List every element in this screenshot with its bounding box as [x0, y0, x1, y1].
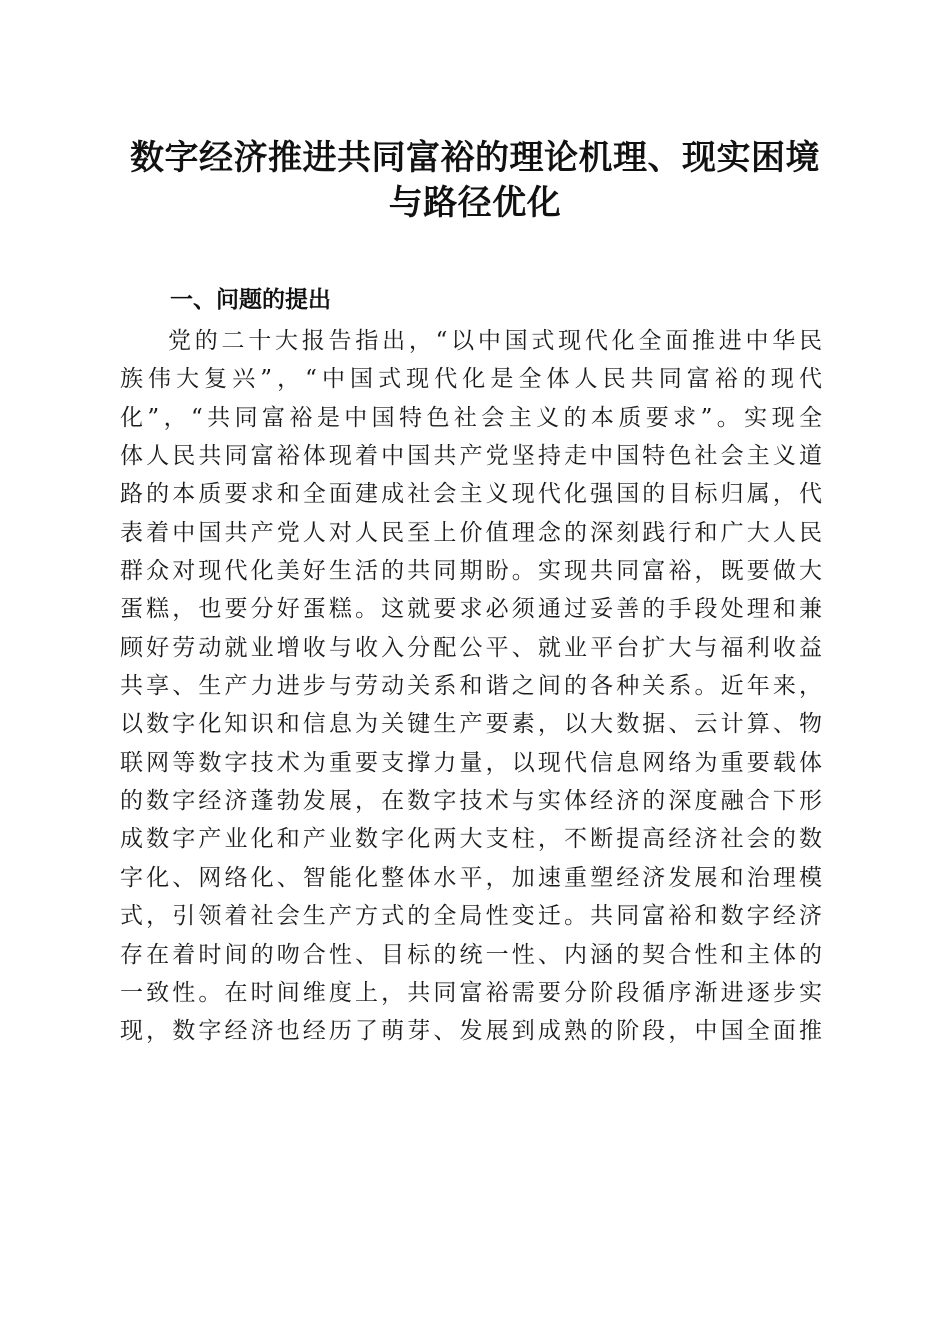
- document-title-line-1: 数字经济推进共同富裕的理论机理、现实困境: [130, 138, 820, 178]
- document-title-line-2: 与路径优化: [388, 183, 562, 223]
- paragraph-line: 族伟大复兴”，“中国式现代化是全体人民共同富裕的现代: [120, 366, 822, 393]
- section-heading: 一、问题的提出: [170, 287, 331, 313]
- paragraph-line: 一致性。在时间维度上，共同富裕需要分阶段循序渐进逐步实: [120, 979, 822, 1006]
- paragraph-line: 的数字经济蓬勃发展，在数字技术与实体经济的深度融合下形: [120, 788, 822, 815]
- paragraph-line: 字化、网络化、智能化整体水平，加速重塑经济发展和治理模: [120, 864, 822, 891]
- paragraph-line: 蛋糕，也要分好蛋糕。这就要求必须通过妥善的手段处理和兼: [120, 596, 822, 623]
- paragraph-line: 成数字产业化和产业数字化两大支柱，不断提高经济社会的数: [120, 826, 822, 853]
- paragraph-line: 党的二十大报告指出，“以中国式现代化全面推进中华民: [168, 328, 822, 354]
- paragraph-line: 现，数字经济也经历了萌芽、发展到成熟的阶段，中国全面推: [120, 1018, 822, 1045]
- paragraph-line: 式，引领着社会生产方式的全局性变迁。共同富裕和数字经济: [120, 903, 822, 930]
- paragraph-line: 联网等数字技术为重要支撑力量，以现代信息网络为重要载体: [120, 749, 822, 776]
- paragraph-line: 顾好劳动就业增收与收入分配公平、就业平台扩大与福利收益: [120, 634, 822, 661]
- paragraph-line: 表着中国共产党人对人民至上价值理念的深刻践行和广大人民: [120, 519, 822, 546]
- paragraph-line: 群众对现代化美好生活的共同期盼。实现共同富裕，既要做大: [120, 558, 822, 585]
- paragraph-line: 共享、生产力进步与劳动关系和谐之间的各种关系。近年来，: [120, 673, 822, 700]
- document-title: [110, 136, 840, 226]
- paragraph-line: 路的本质要求和全面建成社会主义现代化强国的目标归属，代: [120, 481, 822, 508]
- paragraph-line: 体人民共同富裕体现着中国共产党坚持走中国特色社会主义道: [120, 443, 822, 470]
- paragraph-line: 化”，“共同富裕是中国特色社会主义的本质要求”。实现全: [120, 404, 822, 431]
- paragraph-line: 以数字化知识和信息为关键生产要素，以大数据、云计算、物: [120, 711, 822, 738]
- body-paragraph: [120, 322, 822, 1051]
- paragraph-line: 存在着时间的吻合性、目标的统一性、内涵的契合性和主体的: [120, 941, 822, 968]
